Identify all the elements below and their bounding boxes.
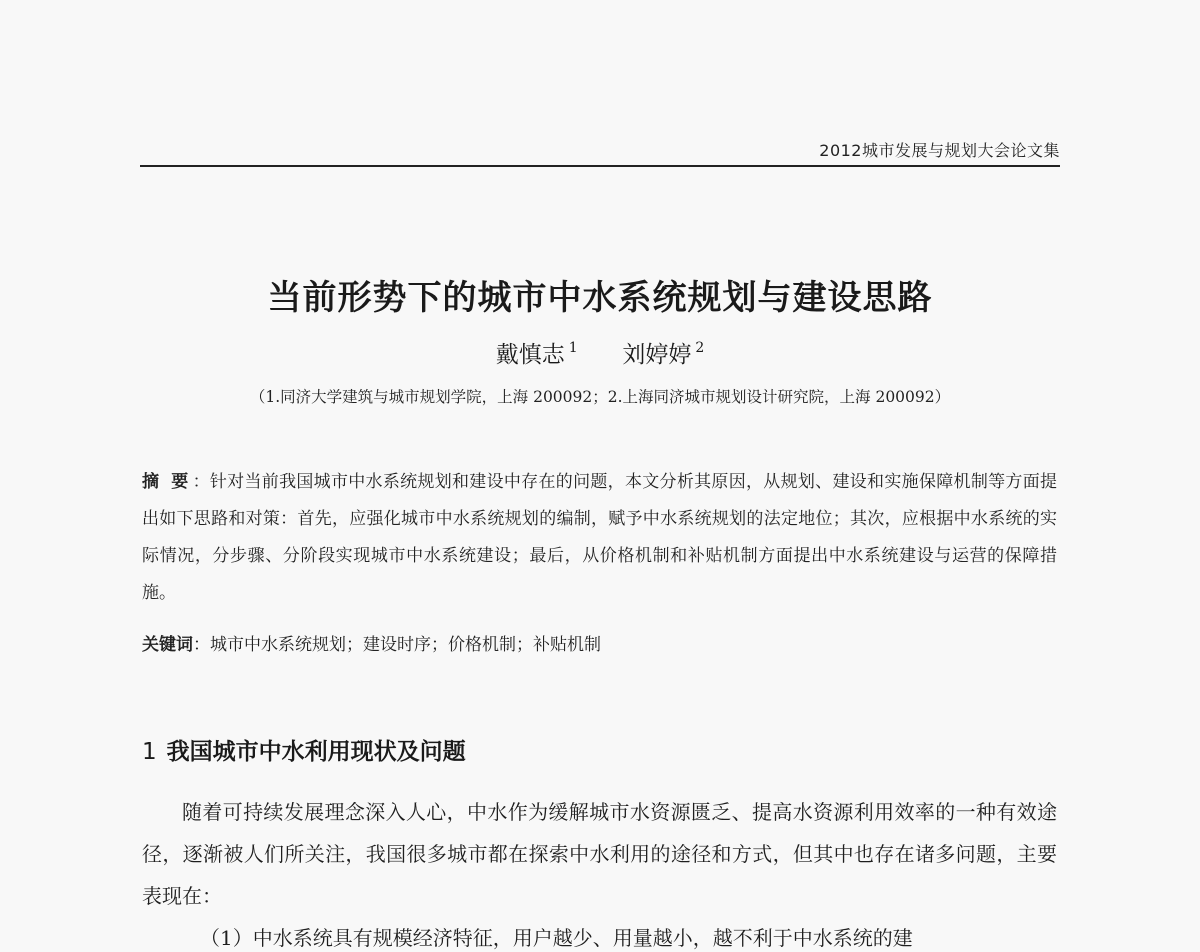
- paper-title: 当前形势下的城市中水系统规划与建设思路: [267, 278, 933, 318]
- running-header: 2012城市发展与规划大会论文集: [819, 141, 1060, 160]
- body-paragraph: [142, 791, 1057, 917]
- list-item: （1）中水系统具有规模经济特征，用户越少、用量越小，越不利于中水系统的建: [200, 926, 913, 950]
- section-number: 1: [142, 739, 157, 765]
- abstract: [142, 464, 1057, 612]
- author-affiliation-mark: 1: [568, 340, 578, 356]
- keywords-text: ：城市中水系统规划；建设时序；价格机制；补贴机制: [193, 635, 601, 655]
- author-name: 戴慎志: [495, 342, 565, 368]
- keywords: [142, 630, 1057, 655]
- author-2: [622, 336, 704, 369]
- paragraph-text: 随着可持续发展理念深入人心，中水作为缓解城市水资源匮乏、提高水资源利用效率的一种有效途径，逐渐被人们所关注，我国很多城市都在探索中水利用的途径和方式，但其中也存在诸多问题，主要表现在：: [142, 800, 1057, 908]
- section-heading: [142, 733, 466, 766]
- affiliation-line: （1.同济大学建筑与城市规划学院，上海 200092；2.上海同济城市规划设计研究院，上海 200092）: [249, 388, 951, 406]
- authors-line: [140, 336, 1060, 369]
- abstract-label: 摘要: [142, 472, 201, 492]
- author-name: 刘婷婷: [622, 342, 692, 368]
- author-1: [496, 336, 578, 369]
- header-rule: [140, 165, 1060, 167]
- abstract-text: ：针对当前我国城市中水系统规划和建设中存在的问题，本文分析其原因，从规划、建设和实施保障机制等方面提出如下思路和对策：首先，应强化城市中水系统规划的编制，赋予中水系统规划的法定地位；其次，应根据中水系统的实际情况，分步骤、分阶段实现城市中水系统建设；最后，从价格机制和补贴机制方面提出中水系统建设与运营的保障措施。: [142, 472, 1058, 603]
- keywords-label: 关键词: [142, 635, 193, 655]
- section-title: 我国城市中水利用现状及问题: [166, 739, 466, 765]
- author-affiliation-mark: 2: [695, 340, 705, 356]
